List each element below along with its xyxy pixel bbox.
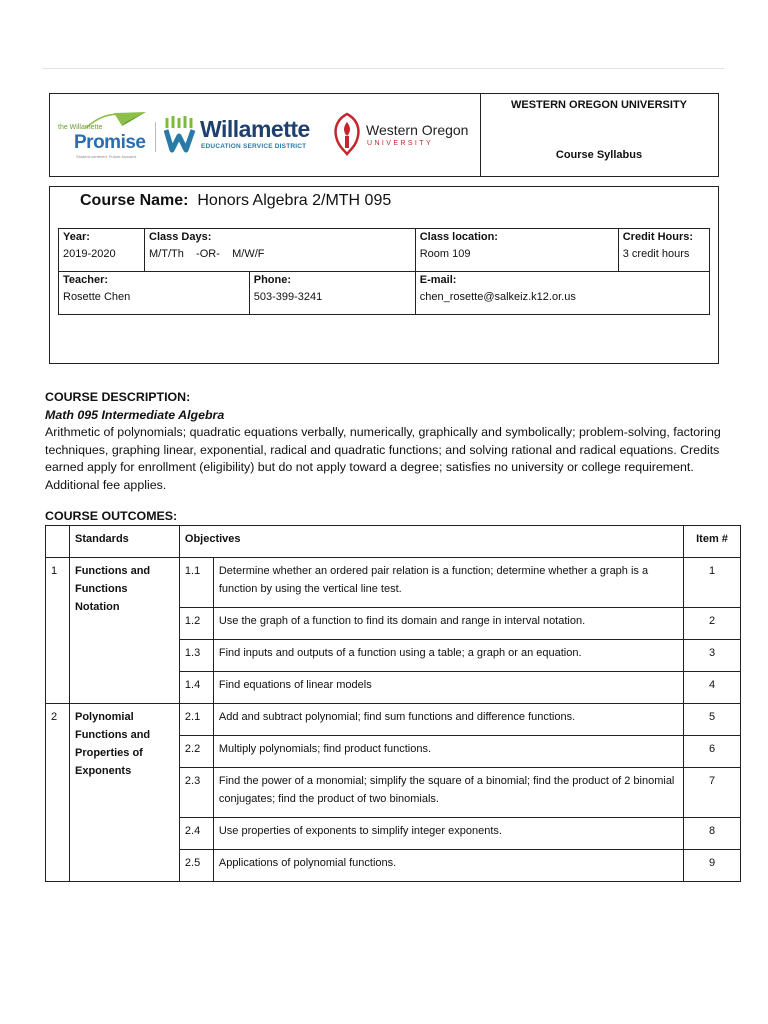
credit-hours-value: 3 credit hours <box>622 248 690 260</box>
email-value: chen_rosette@salkeiz.k12.or.us <box>419 291 576 303</box>
description-body: Arithmetic of polynomials; quadratic equations verbally, numerically, graphically and symbolically; problem-solving, factoring techniques, graphing linear, exponential, radical and quadratic functions; and solving rational and radical equations. Credits earned apply for enrollment (eligibility) but do not apply toward a degree; satisfies no university or college requirement. Additional fee applies. <box>45 425 721 492</box>
table-header-row <box>46 526 741 558</box>
objective-code: 1.4 <box>179 672 213 704</box>
phone-label: Phone: <box>253 274 292 286</box>
class-location-label: Class location: <box>419 231 498 243</box>
wou-name: Western Oregon <box>366 122 469 138</box>
phone-cell <box>249 272 415 315</box>
objective-text: Add and subtract polynomial; find sum functions and difference functions. <box>213 704 683 736</box>
objective-text: Find inputs and outputs of a function using a table; a graph or an equation. <box>213 640 683 672</box>
item-number: 1 <box>684 558 741 608</box>
credit-hours-label: Credit Hours: <box>622 231 694 243</box>
teacher-label: Teacher: <box>63 274 109 286</box>
item-number: 8 <box>684 818 741 850</box>
teacher-value: Rosette Chen <box>63 291 131 303</box>
course-description <box>45 389 725 494</box>
objective-code: 1.1 <box>179 558 213 608</box>
objective-text: Applications of polynomial functions. <box>213 850 683 882</box>
willamette-promise-logo <box>56 110 150 160</box>
course-name <box>80 192 391 210</box>
objective-text: Use properties of exponents to simplify integer exponents. <box>213 818 683 850</box>
objective-code: 1.2 <box>179 608 213 640</box>
document-type: Course Syllabus <box>555 149 643 161</box>
teacher-cell <box>59 272 250 315</box>
class-days-value: M/T/Th -OR- M/W/F <box>149 248 265 260</box>
description-heading: COURSE DESCRIPTION: <box>45 390 191 404</box>
item-number: 9 <box>684 850 741 882</box>
top-divider <box>42 68 724 69</box>
objective-text: Use the graph of a function to find its domain and range in interval notation. <box>213 608 683 640</box>
objective-code: 2.3 <box>179 768 213 818</box>
year-value: 2019-2020 <box>63 248 116 260</box>
course-info-box <box>49 186 719 364</box>
wou-logo <box>332 110 478 160</box>
logo-strip <box>50 94 481 176</box>
header-num <box>46 526 70 558</box>
class-days-cell <box>145 229 416 272</box>
class-days-label: Class Days: <box>149 231 212 243</box>
course-details-table <box>58 228 710 315</box>
item-number: 3 <box>684 640 741 672</box>
objective-code: 2.2 <box>179 736 213 768</box>
logo-separator <box>155 122 156 152</box>
wesd-logo <box>164 112 324 160</box>
class-location-cell <box>415 229 618 272</box>
standard-name: Functions and Functions Notation <box>69 558 179 704</box>
item-number: 2 <box>684 608 741 640</box>
header-objectives: Objectives <box>179 526 683 558</box>
wesd-subtitle: EDUCATION SERVICE DISTRICT <box>201 143 307 150</box>
standard-num: 2 <box>46 704 70 882</box>
year-label: Year: <box>63 231 90 243</box>
item-number: 6 <box>684 736 741 768</box>
standard-num: 1 <box>46 558 70 704</box>
promise-name: Promise <box>74 132 146 153</box>
objective-text: Find equations of linear models <box>213 672 683 704</box>
course-name-label: Course Name: <box>80 192 189 209</box>
table-row <box>46 558 741 608</box>
email-cell <box>415 272 709 315</box>
wesd-name: Willamette <box>200 116 310 142</box>
year-cell <box>59 229 145 272</box>
course-name-value: Honors Algebra 2/MTH 095 <box>197 192 392 209</box>
class-location-value: Room 109 <box>419 248 471 260</box>
promise-prefix: the Willamette <box>58 124 103 131</box>
wou-subtitle: UNIVERSITY <box>367 140 434 147</box>
objective-text: Determine whether an ordered pair relation is a function; determine whether a graph is a function by using the vertical line test. <box>213 558 683 608</box>
university-title: WESTERN OREGON UNIVERSITY <box>510 99 688 111</box>
university-cell <box>480 94 718 176</box>
outcomes-heading: COURSE OUTCOMES: <box>45 509 178 523</box>
wesd-mark-icon <box>164 114 196 154</box>
item-number: 7 <box>684 768 741 818</box>
credit-hours-cell <box>618 229 709 272</box>
email-label: E-mail: <box>419 274 457 286</box>
table-row <box>46 704 741 736</box>
objective-code: 1.3 <box>179 640 213 672</box>
item-number: 5 <box>684 704 741 736</box>
objective-text: Find the power of a monomial; simplify the square of a binomial; find the product of 2 binomial conjugates; find the product of two binomials. <box>213 768 683 818</box>
header-standards: Standards <box>69 526 179 558</box>
objective-text: Multiply polynomials; find product functions. <box>213 736 683 768</box>
objective-code: 2.5 <box>179 850 213 882</box>
promise-tagline: Student-centered. Future-focused. <box>76 154 137 159</box>
standard-name: Polynomial Functions and Properties of Exponents <box>69 704 179 882</box>
header-item: Item # <box>684 526 741 558</box>
syllabus-header <box>49 93 719 177</box>
objective-code: 2.4 <box>179 818 213 850</box>
item-number: 4 <box>684 672 741 704</box>
objective-code: 2.1 <box>179 704 213 736</box>
wou-torch-icon <box>332 112 362 156</box>
outcomes-table <box>45 525 741 882</box>
description-subheading: Math 095 Intermediate Algebra <box>45 407 225 422</box>
phone-value: 503-399-3241 <box>253 291 323 303</box>
